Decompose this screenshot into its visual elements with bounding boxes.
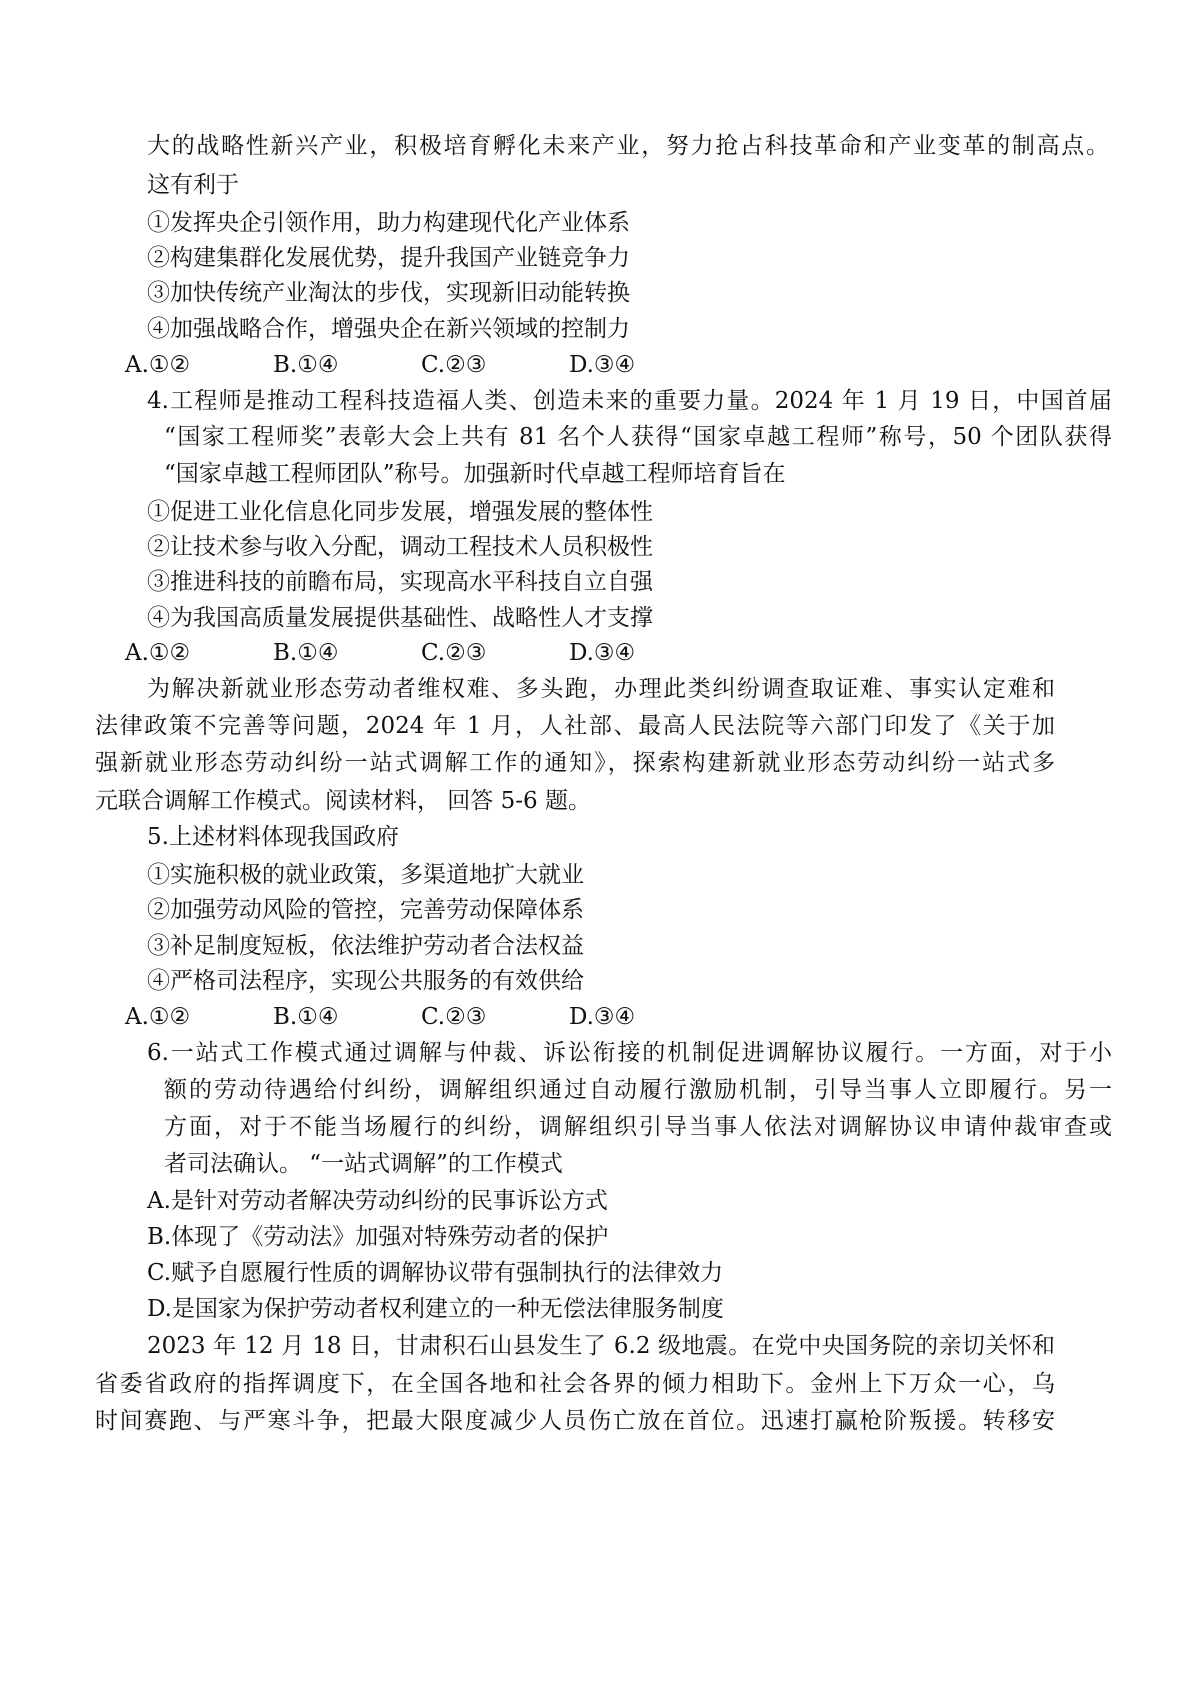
q5-statement-3: ③补足制度短板，依法维护劳动者合法权益 bbox=[147, 933, 584, 959]
q3-statement-2: ②构建集群化发展优势，提升我国产业链竞争力 bbox=[147, 245, 630, 271]
q4-statement-2: ②让技术参与收入分配，调动工程技术人员积极性 bbox=[147, 534, 653, 560]
q5-statement-2: ②加强劳动风险的管控，完善劳动保障体系 bbox=[147, 897, 584, 923]
q6-choice-b: B.体现了《劳动法》加强对特殊劳动者的保护 bbox=[147, 1224, 609, 1250]
q3-option-b: B.①④ bbox=[273, 352, 339, 378]
q3-statement-4: ④加强战略合作，增强央企在新兴领域的控制力 bbox=[147, 316, 630, 342]
q5-option-c: C.②③ bbox=[421, 1004, 487, 1030]
q4-stem-line-2: “国家工程师奖”表彰大会上共有 81 名个人获得“国家卓越工程师”称号，50 个团队获得 bbox=[164, 424, 1112, 450]
q3-option-c: C.②③ bbox=[421, 352, 487, 378]
q5-statement-1: ①实施积极的就业政策，多渠道地扩大就业 bbox=[147, 862, 584, 888]
q4-option-c: C.②③ bbox=[421, 640, 487, 666]
q4-statement-4: ④为我国高质量发展提供基础性、战略性人才支撑 bbox=[147, 605, 653, 631]
q3-stem-line-1: 大的战略性新兴产业，积极培育孵化未来产业，努力抢占科技革命和产业变革的制高点。 bbox=[147, 133, 1109, 159]
q4-stem-line-3: “国家卓越工程师团队”称号。加强新时代卓越工程师培育旨在 bbox=[164, 461, 786, 487]
q6-stem-line-1: 6.一站式工作模式通过调解与仲裁、诉讼衔接的机制促进调解协议履行。一方面，对于小 bbox=[147, 1040, 1112, 1066]
material2-line-3: 时间赛跑、与严寒斗争，把最大限度减少人员伤亡放在首位。迅速打赢枪阶叛援。转移安 bbox=[95, 1408, 1055, 1434]
q4-option-b: B.①④ bbox=[273, 640, 339, 666]
q4-options bbox=[125, 640, 635, 668]
q4-statement-3: ③推进科技的前瞻布局，实现高水平科技自立自强 bbox=[147, 569, 653, 595]
material1-line-4: 元联合调解工作模式。阅读材料， 回答 5-6 题。 bbox=[95, 788, 591, 814]
q6-stem-line-4: 者司法确认。 “一站式调解”的工作模式 bbox=[164, 1151, 563, 1177]
q5-statement-4: ④严格司法程序，实现公共服务的有效供给 bbox=[147, 968, 584, 994]
q4-option-d: D.③④ bbox=[569, 640, 636, 666]
q4-option-a: A.①② bbox=[125, 640, 191, 666]
q3-option-d: D.③④ bbox=[569, 352, 636, 378]
material1-line-1: 为解决新就业形态劳动者维权难、多头跑，办理此类纠纷调查取证难、事实认定难和 bbox=[147, 676, 1055, 702]
material2-line-2: 省委省政府的指挥调度下，在全国各地和社会各界的倾力相助下。金州上下万众一心，乌 bbox=[95, 1371, 1055, 1397]
q6-choice-c: C.赋予自愿履行性质的调解协议带有强制执行的法律效力 bbox=[147, 1260, 724, 1286]
q4-statement-1: ①促进工业化信息化同步发展，增强发展的整体性 bbox=[147, 499, 653, 525]
q3-stem-line-2: 这有利于 bbox=[147, 172, 239, 198]
q3-statement-1: ①发挥央企引领作用，助力构建现代化产业体系 bbox=[147, 210, 630, 236]
q6-choice-d: D.是国家为保护劳动者权利建立的一种无偿法律服务制度 bbox=[147, 1296, 724, 1322]
q6-stem-line-3: 方面，对于不能当场履行的纠纷，调解组织引导当事人依法对调解协议申请仲裁审查或 bbox=[164, 1114, 1112, 1140]
material1-line-2: 法律政策不完善等问题，2024 年 1 月，人社部、最高人民法院等六部门印发了《关于加 bbox=[95, 713, 1055, 739]
q5-options bbox=[125, 1004, 635, 1032]
material1-line-3: 强新就业形态劳动纠纷一站式调解工作的通知》，探索构建新就业形态劳动纠纷一站式多 bbox=[95, 750, 1055, 776]
q3-statement-3: ③加快传统产业淘汰的步伐，实现新旧动能转换 bbox=[147, 280, 630, 306]
q3-option-a: A.①② bbox=[125, 352, 191, 378]
q5-option-d: D.③④ bbox=[569, 1004, 636, 1030]
q5-stem: 5.上述材料体现我国政府 bbox=[147, 824, 399, 850]
q5-option-b: B.①④ bbox=[273, 1004, 339, 1030]
q3-options bbox=[125, 352, 635, 380]
q4-stem-line-1: 4.工程师是推动工程科技造福人类、创造未来的重要力量。2024 年 1 月 19 日，中国首届 bbox=[147, 388, 1112, 414]
q5-option-a: A.①② bbox=[125, 1004, 191, 1030]
q6-stem-line-2: 额的劳动待遇给付纠纷，调解组织通过自动履行激励机制，引导当事人立即履行。另一 bbox=[164, 1077, 1112, 1103]
q6-choice-a: A.是针对劳动者解决劳动纠纷的民事诉讼方式 bbox=[147, 1188, 608, 1214]
material2-line-1: 2023 年 12 月 18 日，甘肃积石山县发生了 6.2 级地震。在党中央国务院的亲切关怀和 bbox=[147, 1333, 1055, 1359]
